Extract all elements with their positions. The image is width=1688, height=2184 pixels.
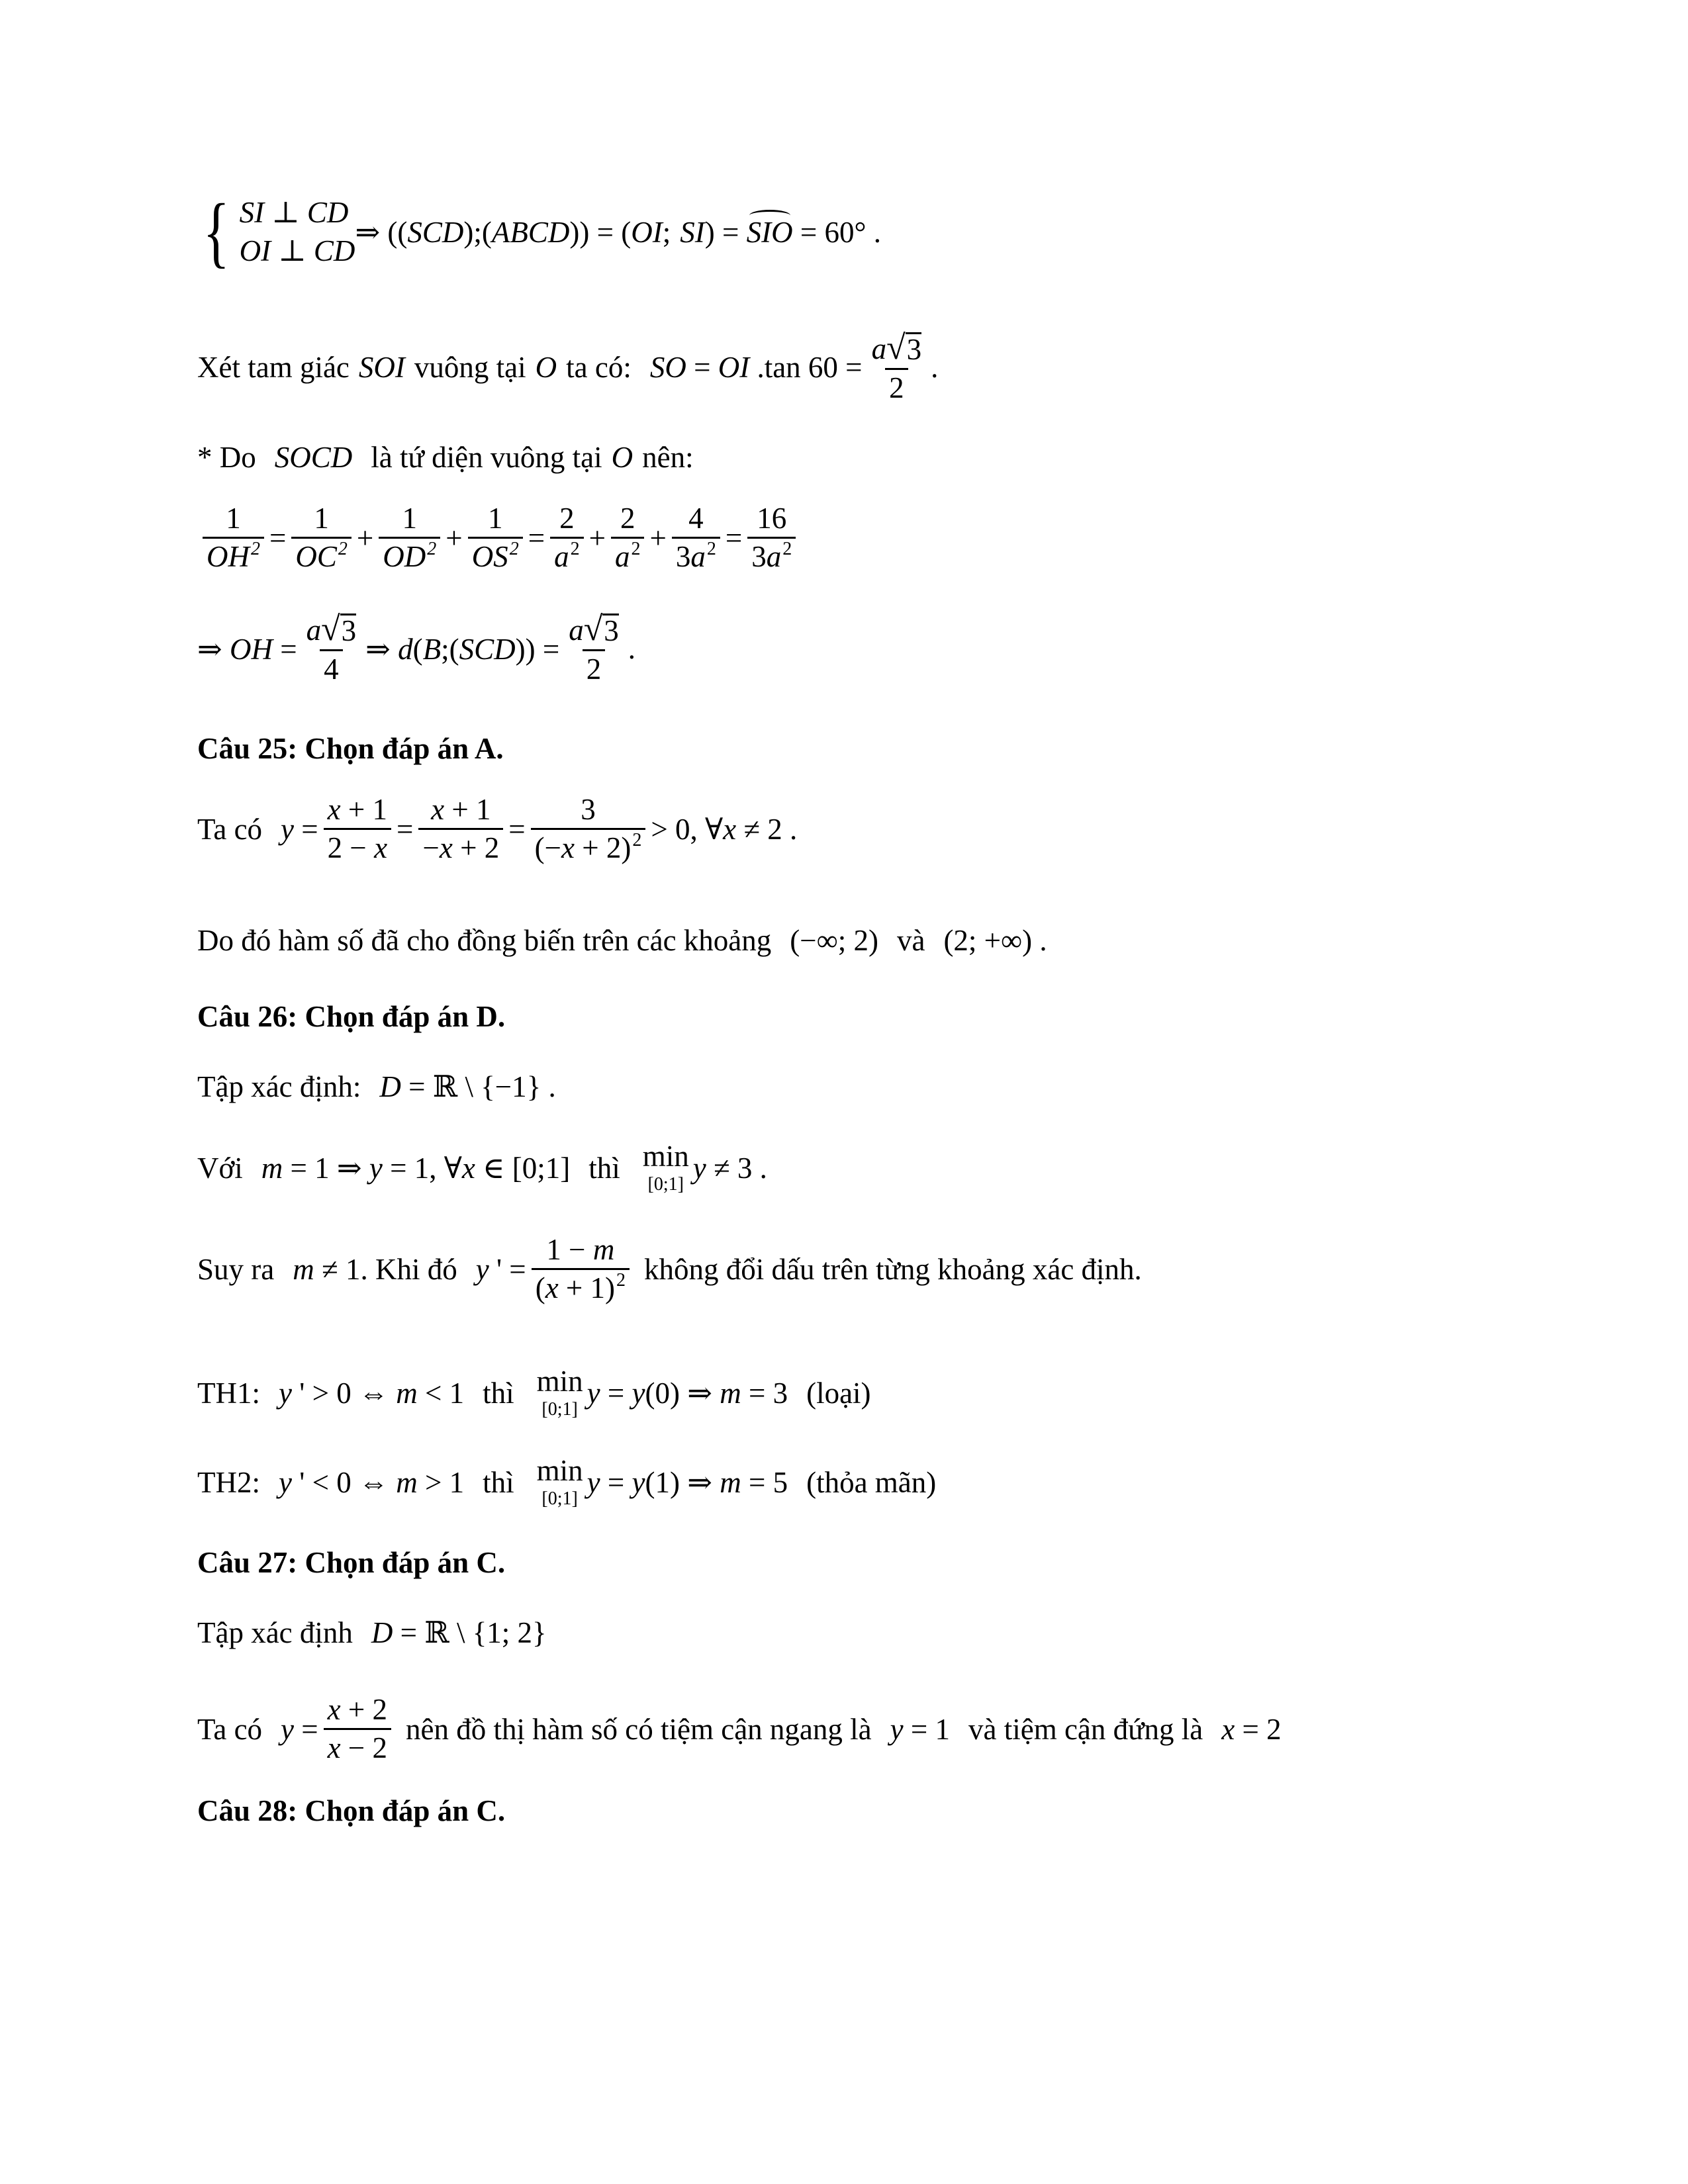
soi-triangle-line: Xét tam giác SOI vuông tại O ta có: SO = OI .tan 60 = a √ 3 2 .	[197, 329, 939, 404]
cau-25-derivative-line: Ta có y = $\frac{x + 1}{2 - x}$ = $\frac{x + 1}{-x + 2}$ = $\frac{3}{(-x + 2)^2}$ > 0, ∀x ≠ 2 .	[197, 793, 798, 865]
reciprocal-sum-line: $\frac{1}{OH^2}$ = $\frac{1}{OC^2}$ + $\frac{1}{OD^2}$ + $\frac{1}{OS^2}$ = $\frac{2}{a^2}$ + $\frac{2}{a^2}$ + $\frac{4}{3a^2}$ = $\frac{16}{3a^2}$	[197, 503, 801, 573]
cau-28-heading: Câu 28: Chọn đáp án C.	[197, 1794, 506, 1827]
cau-26-case-2: TH2: y ' < 0 ⇔ m > 1 thì min [0;1] y = y(1) ⇒ m = 5 (thỏa mãn)	[197, 1454, 937, 1509]
cau-26-m1-line: Với m = 1 ⇒ y = 1, ∀x ∈ [0;1] thì min [0;1] y ≠ 3 .	[197, 1140, 767, 1195]
cau-25-heading: Câu 25: Chọn đáp án A.	[197, 732, 504, 765]
system-brace: { SI ⊥ CD OI ⊥ CD	[203, 187, 355, 275]
socd-line: * Do SOCD là tứ diện vuông tại O nên:	[197, 441, 694, 474]
cau-25-conclusion: Do đó hàm số đã cho đồng biến trên các khoảng (−∞; 2) và (2; +∞) .	[197, 924, 1047, 957]
cau-26-domain: Tập xác định: D = ℝ \ {−1} .	[197, 1069, 556, 1103]
system-equation-line: { SI ⊥ CD OI ⊥ CD ⇒ ((SCD);(ABCD)) = (OI; SI) = SIO = 60° .	[197, 192, 881, 271]
cau-27-asymptotes: Ta có y = $\frac{x + 2}{x - 2}$ nên đồ thị hàm số có tiệm cận ngang là y = 1 và tiệm cận đứng là x = 2	[197, 1693, 1282, 1765]
cau-26-heading: Câu 26: Chọn đáp án D.	[197, 1000, 506, 1033]
oh-distance-line: ⇒ OH = a √ 3 4 ⇒ d(B;(SCD)) = a √ 3 2 .	[197, 610, 636, 686]
cau-27-domain: Tập xác định D = ℝ \ {1; 2}	[197, 1615, 547, 1649]
cau-26-case-1: TH1: y ' > 0 ⇔ m < 1 thì min [0;1] y = y(0) ⇒ m = 3 (loại)	[197, 1365, 871, 1420]
cau-26-derivative: Suy ra m ≠ 1 . Khi đó y ' = $\frac{1 - m}{(x + 1)^2}$ không đổi dấu trên từng khoảng xác định.	[197, 1233, 1142, 1305]
cau-27-heading: Câu 27: Chọn đáp án C.	[197, 1546, 506, 1579]
